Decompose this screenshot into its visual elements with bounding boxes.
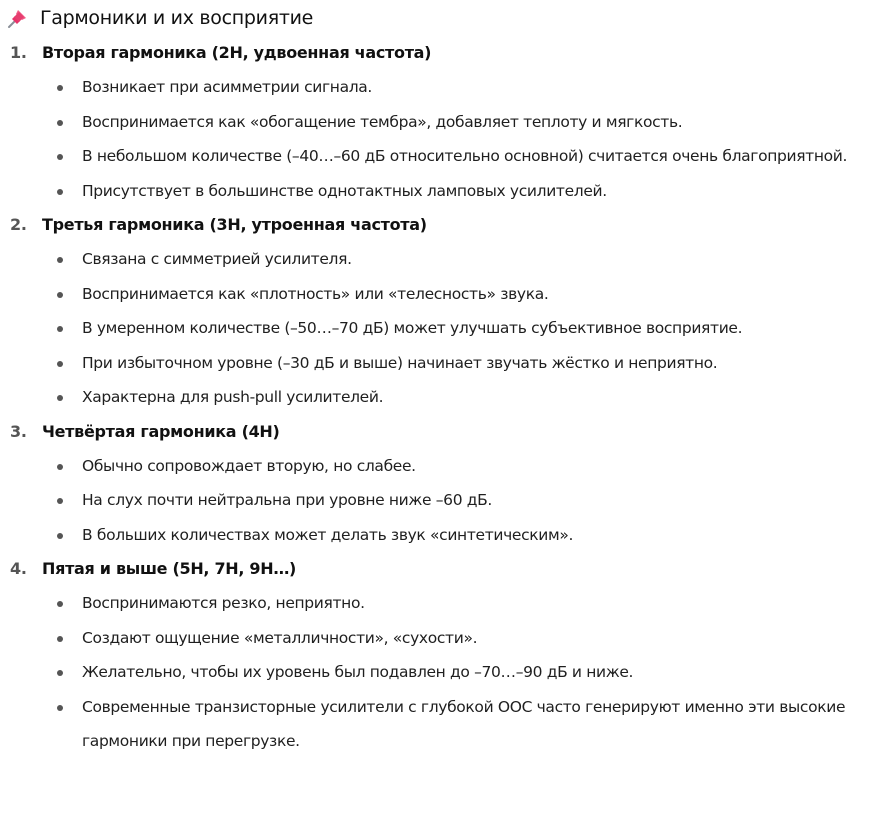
bullet-list: [6, 449, 895, 553]
list-item: [56, 277, 895, 312]
bullet-icon: [57, 464, 63, 470]
harmonic-section: [6, 36, 895, 208]
section-title: Третья гармоника (3H, утроенная частота): [42, 215, 427, 234]
bullet-list: [6, 70, 895, 208]
list-item: [56, 621, 895, 656]
list-item: [56, 105, 895, 140]
bullet-icon: [57, 395, 63, 401]
bullet-icon: [57, 292, 63, 298]
section-title-row: [6, 552, 895, 586]
harmonic-section: [6, 415, 895, 553]
harmonics-list: [6, 36, 895, 759]
section-number: 1.: [10, 43, 27, 62]
section-title-row: [6, 415, 895, 449]
bullet-icon: [57, 636, 63, 642]
bullet-text: Воспринимается как «плотность» или «телесность» звука.: [82, 284, 549, 303]
list-item: [56, 449, 895, 484]
section-title-row: [6, 208, 895, 242]
bullet-text: В больших количествах может делать звук «синтетическим».: [82, 525, 574, 544]
bullet-text: Связана с симметрией усилителя.: [82, 250, 352, 268]
bullet-icon: [57, 189, 63, 195]
list-item: [56, 380, 895, 415]
bullet-icon: [57, 670, 63, 676]
list-item: [56, 655, 895, 690]
bullet-text: Воспринимается как «обогащение тембра», добавляет теплоту и мягкость.: [82, 112, 683, 131]
bullet-list: [6, 586, 895, 759]
bullet-text: В небольшом количестве (–40…–60 дБ относительно основной) считается очень благоприятной.: [82, 147, 848, 165]
bullet-text: Воспринимаются резко, неприятно.: [82, 594, 365, 612]
list-item: [56, 346, 895, 381]
list-item: [56, 242, 895, 277]
harmonic-section: [6, 208, 895, 415]
bullet-text: При избыточном уровне (–30 дБ и выше) начинает звучать жёстко и неприятно.: [82, 353, 718, 372]
bullet-icon: [57, 498, 63, 504]
bullet-icon: [57, 154, 63, 160]
list-item: [56, 483, 895, 518]
list-item: [56, 139, 895, 174]
bullet-text: На слух почти нейтральна при уровне ниже –60 дБ.: [82, 491, 493, 509]
bullet-icon: [57, 601, 63, 607]
bullet-icon: [57, 361, 63, 367]
bullet-text: Создают ощущение «металличности», «сухости».: [82, 628, 478, 647]
bullet-icon: [57, 120, 63, 126]
section-number: 3.: [10, 421, 27, 441]
list-item: [56, 586, 895, 621]
list-item: [56, 174, 895, 209]
section-title: Вторая гармоника (2H, удвоенная частота): [42, 43, 432, 62]
bullet-text: Современные транзисторные усилители с глубокой ООС часто генерируют именно эти высокие гармоники при перегрузке.: [82, 697, 846, 750]
section-number: 2.: [10, 215, 27, 234]
list-item: [56, 70, 895, 105]
section-number: 4.: [10, 559, 27, 578]
bullet-list: [6, 242, 895, 415]
bullet-icon: [57, 326, 63, 332]
bullet-text: Обычно сопровождает вторую, но слабее.: [82, 456, 416, 475]
section-title: Четвёртая гармоника (4H): [42, 421, 280, 441]
bullet-icon: [57, 705, 63, 711]
section-title-row: [6, 36, 895, 70]
bullet-icon: [57, 533, 63, 539]
harmonic-section: [6, 552, 895, 759]
section-title: Пятая и выше (5H, 7H, 9H…): [42, 559, 297, 578]
bullet-text: В умеренном количестве (–50…–70 дБ) может улучшать субъективное восприятие.: [82, 319, 743, 337]
list-item: [56, 311, 895, 346]
list-item: [56, 690, 895, 759]
bullet-text: Присутствует в большинстве однотактных ламповых усилителей.: [82, 181, 607, 200]
bullet-text: Характерна для push-pull усилителей.: [82, 388, 384, 406]
pushpin-icon: [6, 6, 30, 30]
heading-title: Гармоники и их восприятие: [40, 7, 314, 29]
bullet-icon: [57, 257, 63, 263]
bullet-text: Возникает при асимметрии сигнала.: [82, 78, 373, 96]
list-item: [56, 518, 895, 553]
bullet-text: Желательно, чтобы их уровень был подавлен до –70…–90 дБ и ниже.: [82, 663, 634, 681]
bullet-icon: [57, 85, 63, 91]
section-heading: [6, 0, 895, 36]
